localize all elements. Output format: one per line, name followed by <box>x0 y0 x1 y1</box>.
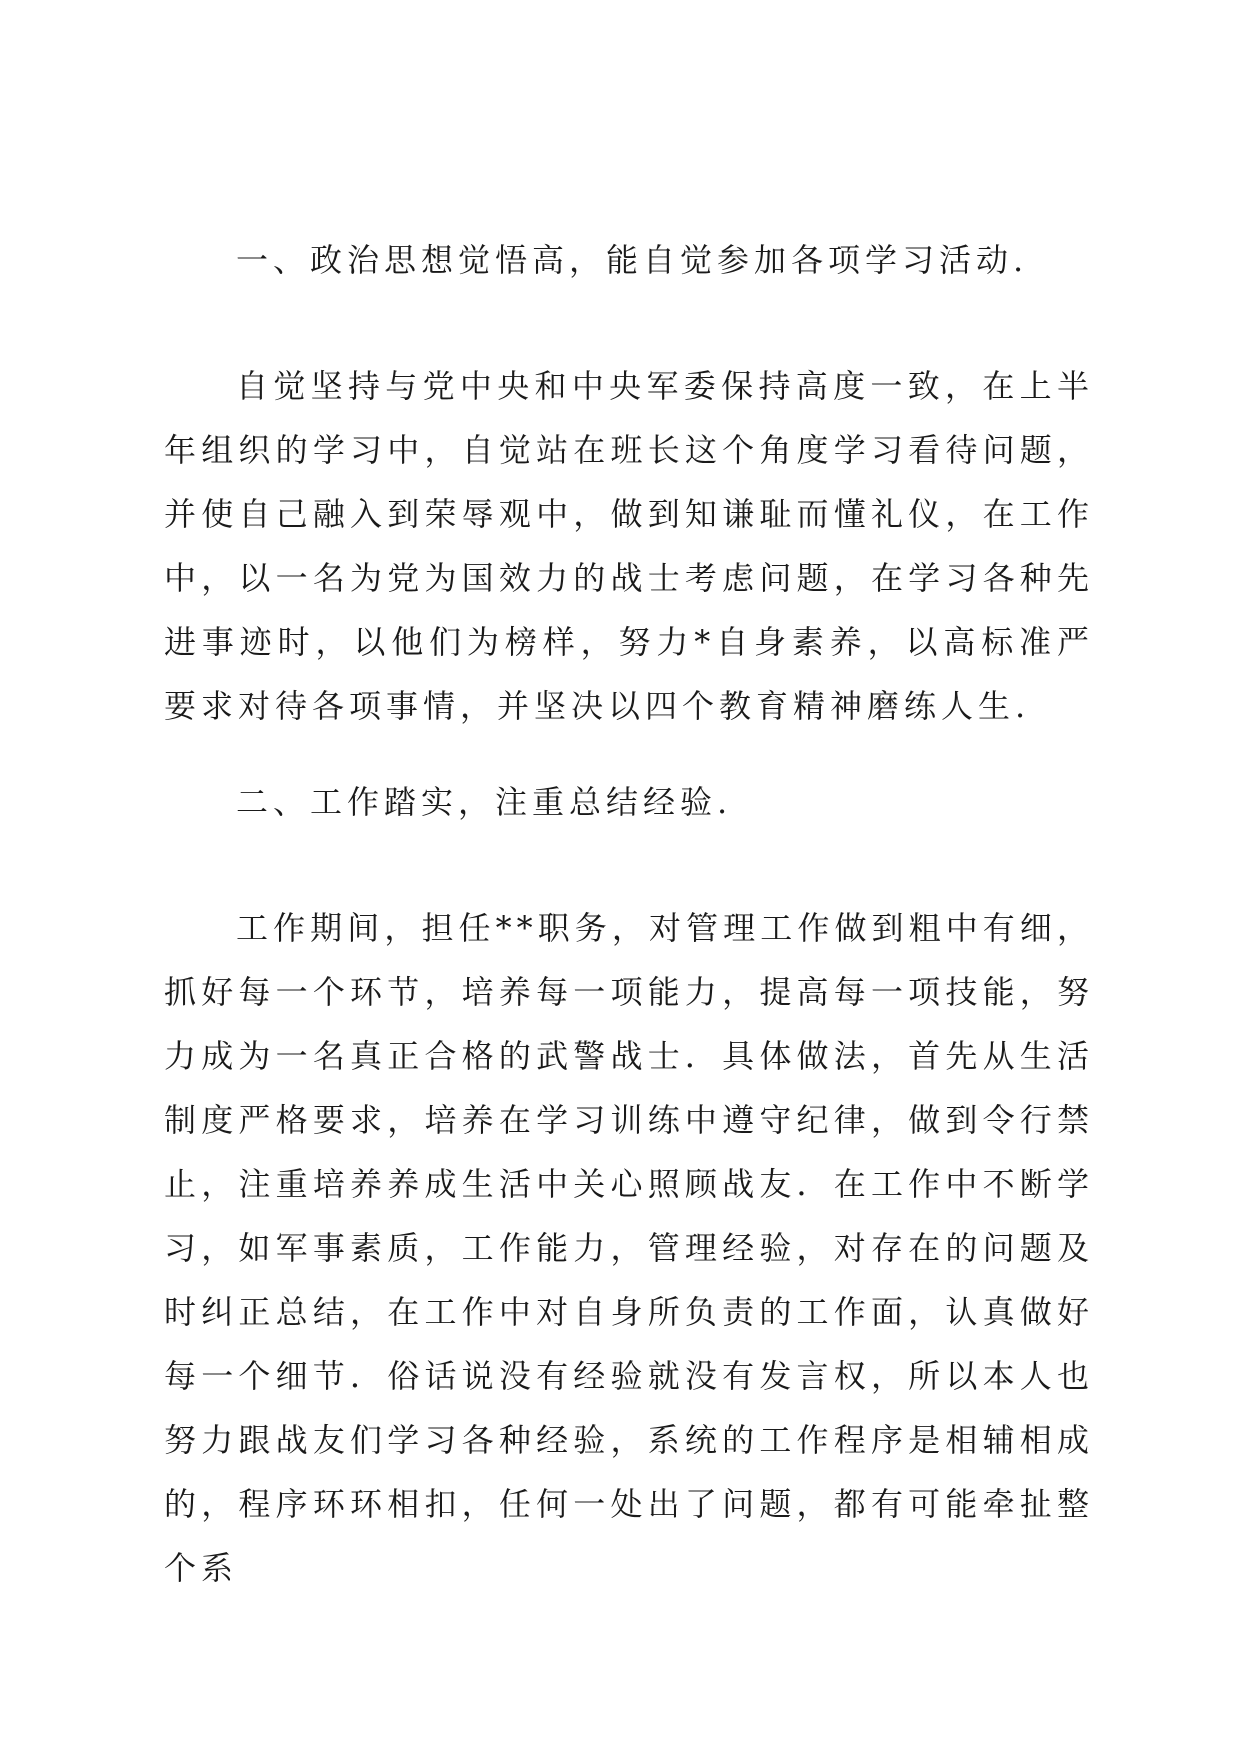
section-heading-2: 二、工作踏实，注重总结经验. <box>236 783 733 821</box>
section-heading-1: 一、政治思想觉悟高，能自觉参加各项学习活动. <box>236 241 1029 279</box>
section-paragraph-2: 工作期间，担任**职务，对管理工作做到粗中有细，抓好每一个环节，培养每一项能力，提高每一项技能，努力成为一名真正合格的武警战士．具体做法，首先从生活制度严格要求，培养在学习训练中遵守纪律，做到令行禁止，注重培养养成生活中关心照顾战友．在工作中不断学习，如军事素质，工作能力，管理经验，对存在的问题及时纠正总结，在工作中对自身所负责的工作面，认真做好每一个细节．俗话说没有经验就没有发言权，所以本人也努力跟战友们学习各种经验，系统的工作程序是相辅相成的，程序环环相扣，任何一处出了问题，都有可能牵扯整个系 <box>164 909 1094 1587</box>
section-paragraph-1: 自觉坚持与党中央和中央军委保持高度一致，在上半年组织的学习中，自觉站在班长这个角度学习看待问题，并使自己融入到荣辱观中，做到知谦耻而懂礼仪，在工作中，以一名为党为国效力的战士考虑问题，在学习各种先进事迹时，以他们为榜样，努力*自身素养，以高标准严要求对待各项事情，并坚决以四个教育精神磨练人生. <box>164 367 1094 725</box>
